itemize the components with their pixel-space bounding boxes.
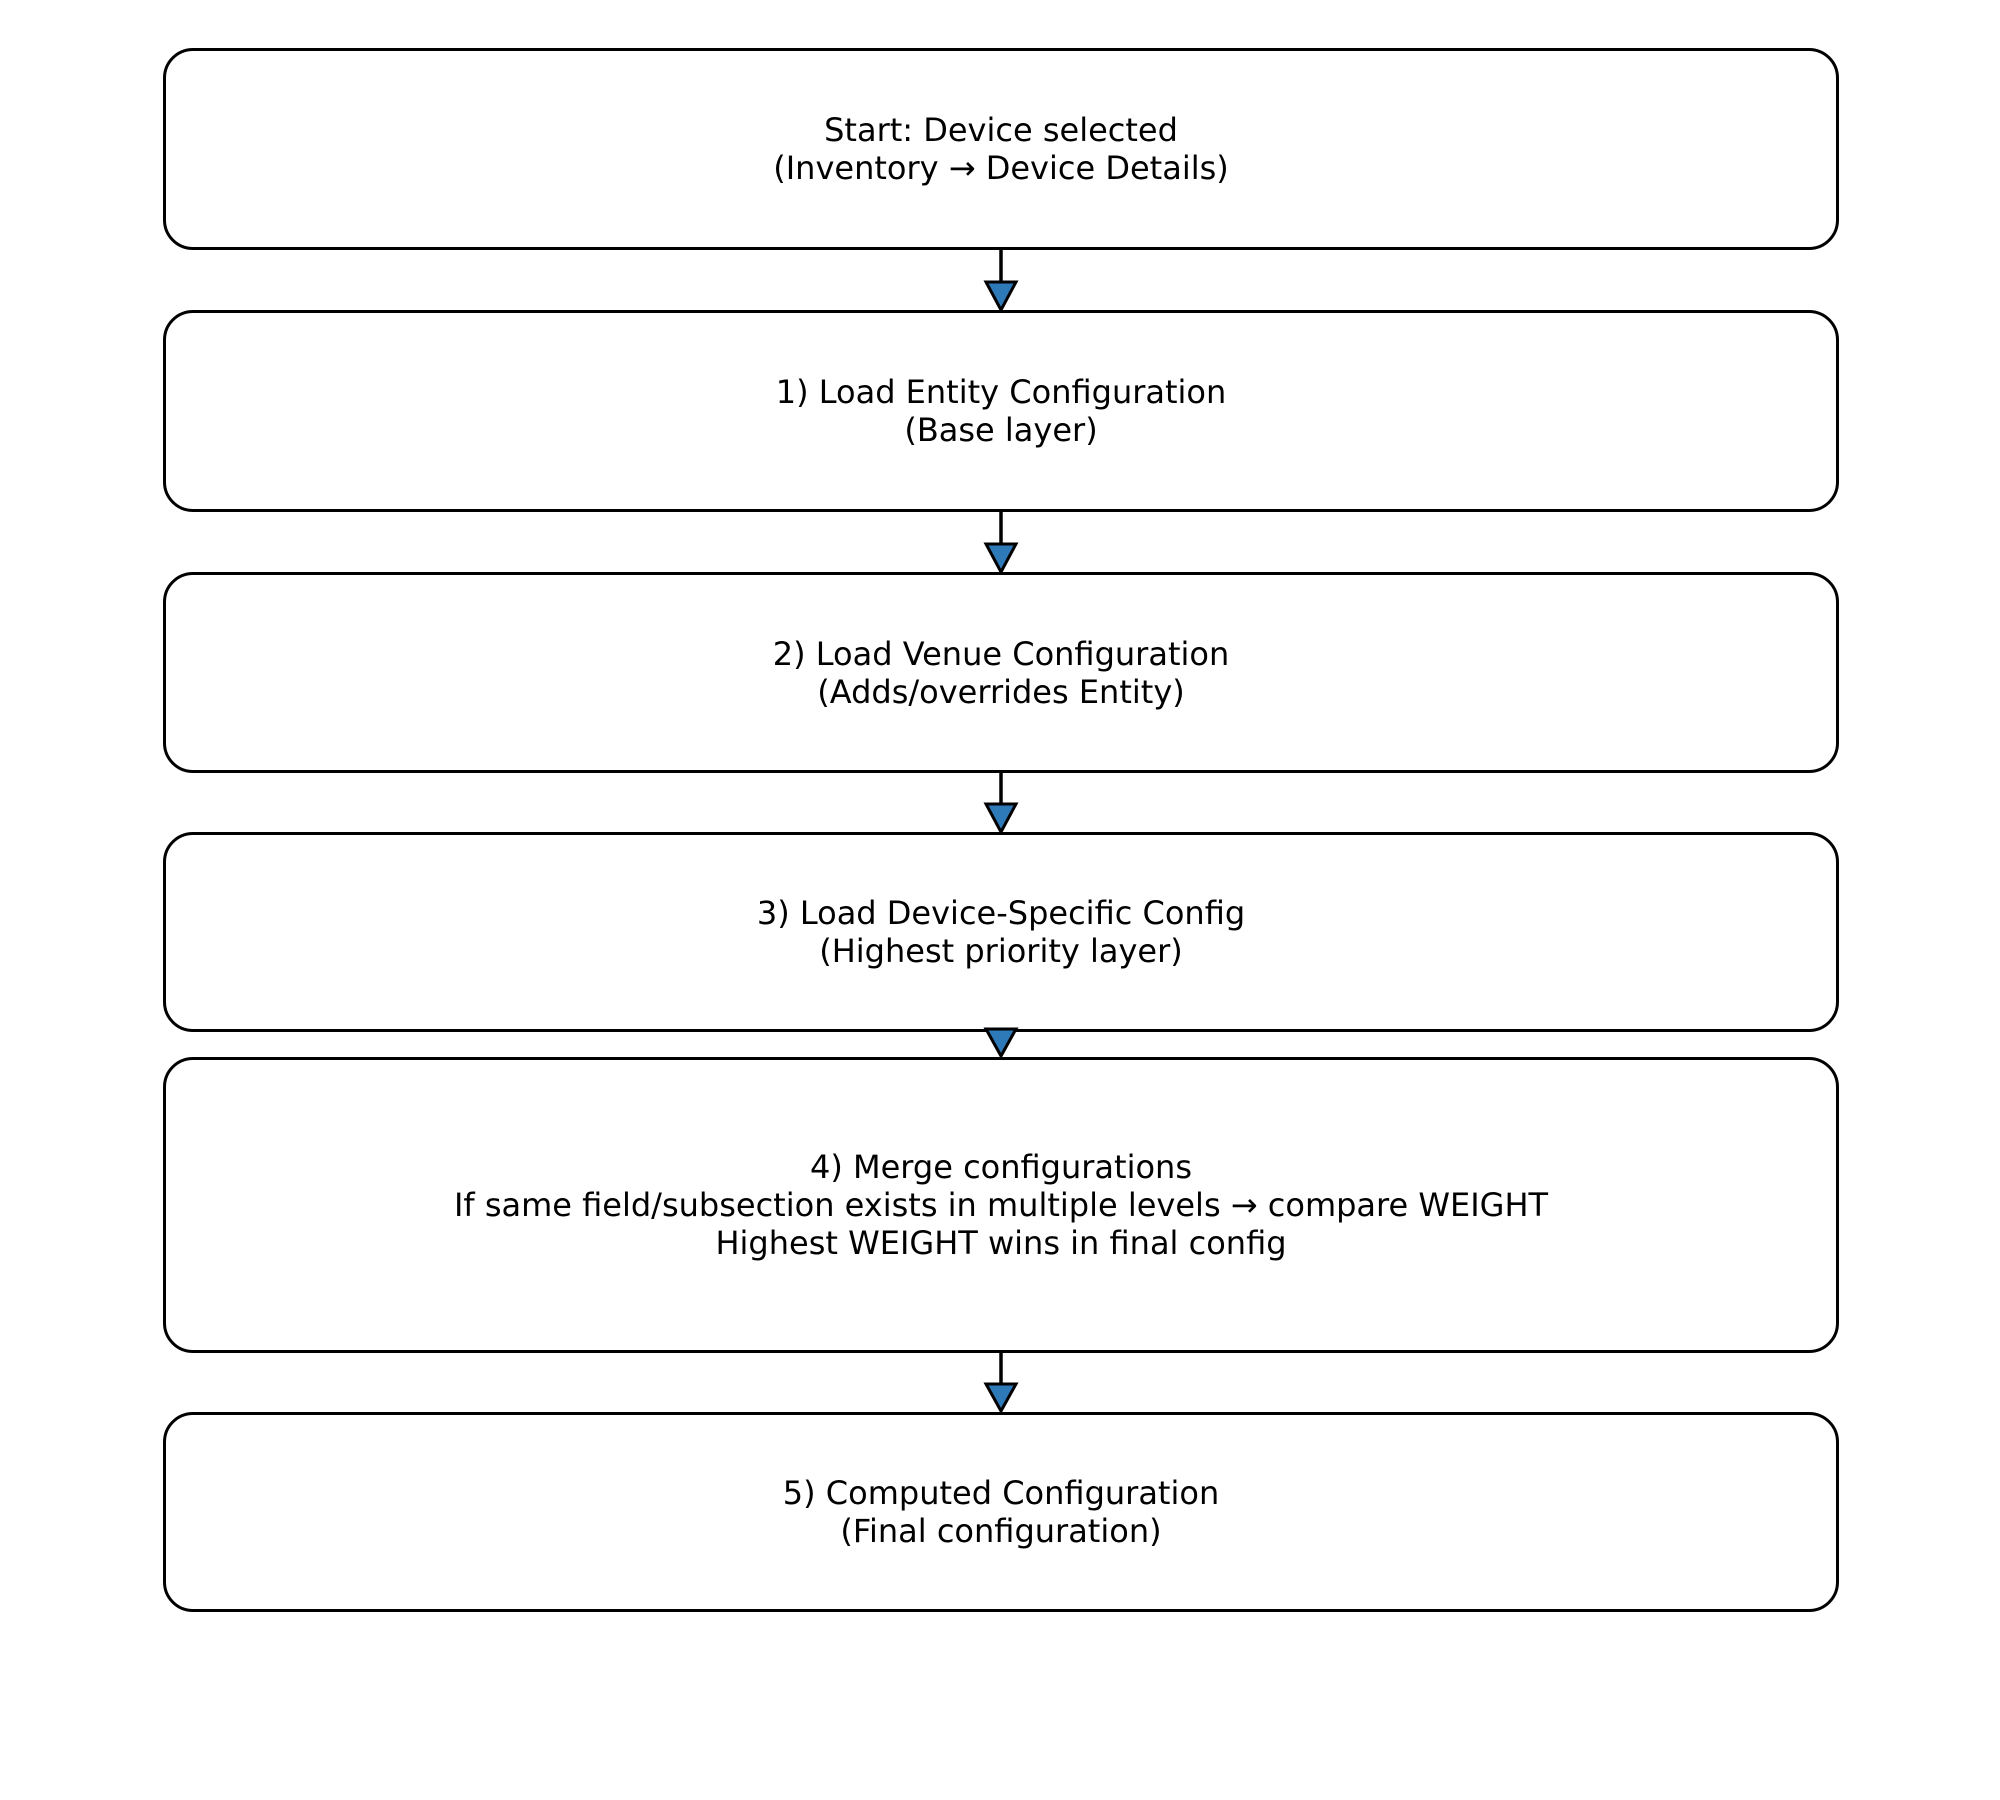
arrow-step3-to-step4 <box>986 1029 1016 1056</box>
flow-node-start <box>163 48 1839 250</box>
node-text <box>166 1148 1836 1262</box>
arrow-step1-to-step2 <box>986 512 1016 572</box>
arrowhead-icon <box>986 1384 1016 1411</box>
node-line: 2) Load Venue Configuration <box>772 634 1230 673</box>
node-line: 3) Load Device-Specific Config <box>756 894 1246 932</box>
flow-node-merge-configurations <box>163 1057 1839 1353</box>
node-line: (Base layer) <box>904 411 1098 449</box>
node-line: (Inventory → Device Details) <box>773 149 1229 187</box>
node-line: (Adds/overrides Entity) <box>817 672 1185 711</box>
node-text <box>166 1474 1836 1550</box>
arrowhead-icon <box>986 544 1016 572</box>
node-text <box>166 635 1836 711</box>
arrowhead-icon <box>986 282 1016 310</box>
flow-node-computed-configuration <box>163 1412 1839 1612</box>
flow-node-load-venue-config <box>163 572 1839 773</box>
node-line: 4) Merge configurations <box>809 1148 1192 1186</box>
arrow-step2-to-step3 <box>986 773 1016 832</box>
flow-node-load-device-specific-config <box>163 832 1839 1032</box>
arrow-start-to-step1 <box>986 250 1016 310</box>
arrowhead-icon <box>986 1029 1016 1056</box>
arrow-step4-to-step5 <box>986 1353 1016 1411</box>
flow-node-load-entity-config <box>163 310 1839 512</box>
node-text <box>166 373 1836 449</box>
node-line: 5) Computed Configuration <box>782 1474 1220 1512</box>
node-line: (Highest priority layer) <box>819 932 1183 970</box>
node-line: Highest WEIGHT wins in final config <box>715 1224 1287 1262</box>
node-line: If same field/subsection exists in multiple levels → compare WEIGHT <box>453 1186 1549 1224</box>
arrowhead-icon <box>986 804 1016 832</box>
node-text <box>166 894 1836 970</box>
node-line: 1) Load Entity Configuration <box>775 373 1227 411</box>
node-line: (Final configuration) <box>840 1512 1162 1550</box>
node-text <box>166 111 1836 187</box>
node-line: Start: Device selected <box>824 111 1178 149</box>
